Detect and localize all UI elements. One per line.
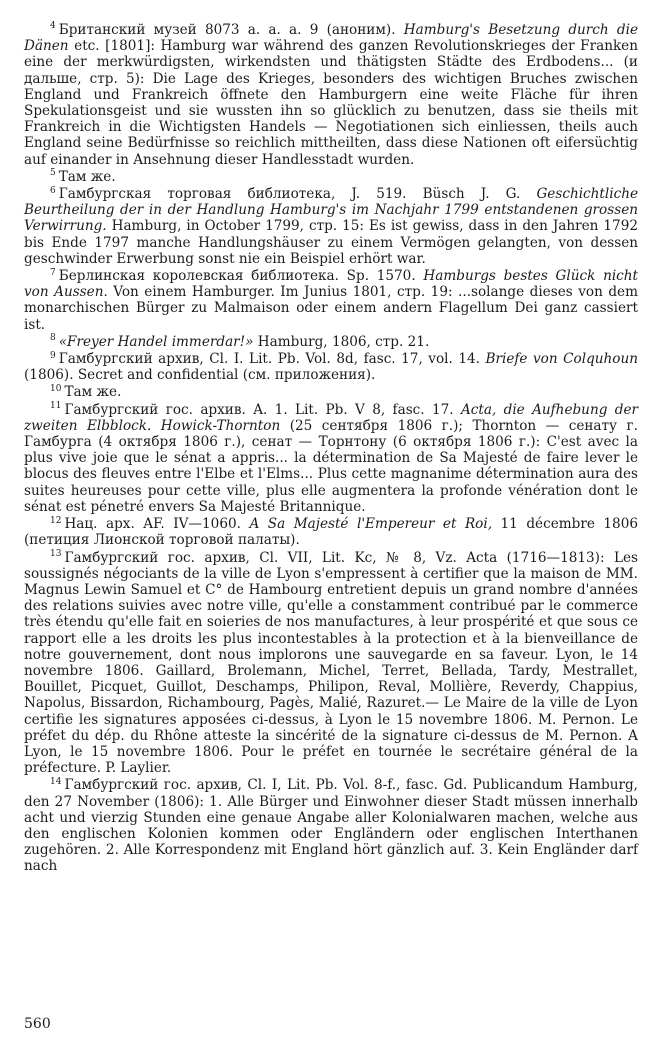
footnote-text: 11 décembre 1806 (петиция Лионской торговой палаты). xyxy=(24,516,638,549)
footnote-text: (1806). Secret and confidential (см. приложения). xyxy=(24,367,376,384)
footnote-6 xyxy=(24,186,638,267)
footnote-text: Нац. арх. AF. IV—1060. xyxy=(64,516,250,533)
footnote-text: Британский музей 8073 а. а. а. 9 (аноним). xyxy=(58,22,404,38)
footnote-number: 4 xyxy=(50,21,56,32)
footnote-number: 9 xyxy=(50,350,56,361)
footnote-text: Берлинская королевская библиотека. Sp. 1570. xyxy=(58,268,424,285)
footnote-5 xyxy=(24,169,638,185)
footnote-12 xyxy=(24,516,638,548)
footnote-9 xyxy=(24,351,638,383)
footnote-text: (25 сентября 1806 г.); Thornton — сенату г. Гамбурга (4 октября 1806 г.), сенат — Торнтону (6 октября 1806 г.): C'est avec la plus vive joie que le sénat a appris... la détermination de Sa Majesté de faire lever le blocus des fleuves entre l'Elbe et l'Elms... Plus cette magnanime détermination aura des suites heureuses pour cette ville, plus elle augmentera la profonde vénération dont le sénat est pénetré envers Sa Majesté Britannique. xyxy=(24,417,638,515)
footnote-text: Гамбургский гос. архив. A. 1. Lit. Pb. V 8, fasc. 17. xyxy=(64,401,461,418)
footnote-title-italic: Geschichtliche Beurtheilung der in der Handlung Hamburg's im Nachjahr 1799 entstandenen grossen Verwirrung. xyxy=(24,186,638,235)
footnote-text: Hamburg, in October 1799, стр. 15: Es ist gewiss, dass in den Jahren 1792 bis Ende 1797 manche Handlungshäuser zu einem Vermögen gelangten, von dessen geschwinder Erwerbung sonst nie ein Beispiel erhört war. xyxy=(24,218,638,267)
footnote-text: Там же. xyxy=(58,168,116,185)
footnote-8 xyxy=(24,334,638,350)
footnote-7 xyxy=(24,268,638,333)
footnote-title-italic: Acta, die Aufhebung der zweiten Elbblock. Howick-Thornton xyxy=(24,401,639,434)
footnote-title-italic: A Sa Majesté l'Empereur et Roi, xyxy=(249,516,493,533)
footnote-number: 13 xyxy=(50,548,62,559)
footnote-text: Гамбургская торговая библиотека, J. 519. Büsch J. G. xyxy=(58,186,537,203)
page-number: 560 xyxy=(24,1016,51,1032)
footnote-title-italic: Hamburgs bestes Glück nicht von Aussen. xyxy=(24,268,639,301)
footnote-text: Гамбургский гос. архив, Cl. I, Lit. Pb. Vol. 8-f., fasc. Gd. Publicandum Hamburg, den 27 November (1806): 1. Alle Bürger und Einwohner dieser Stadt müssen innerhalb acht und vierzig Stunden eine genaue Angabe aller Kolonialwaren machen, welche aus den englischen Kolonien kommen oder Engländern oder englischen Interthanen zugehören. 2. Alle Korrespondenz mit England hört gänzlich auf. 3. Kein Engländer darf nach xyxy=(24,777,638,875)
footnote-number: 7 xyxy=(50,267,56,278)
footnote-number: 14 xyxy=(50,776,62,787)
footnote-10 xyxy=(24,384,638,400)
footnote-text: Von einem Hamburger. Im Junius 1801, стр. 19: ...solange dieses von dem monarchischen Bürger zu Malmaison oder einem andern Flagellum Dei ganz cassiert ist. xyxy=(24,284,638,333)
footnote-4 xyxy=(24,22,638,168)
footnote-text: Гамбургский архив, Cl. I. Lit. Pb. Vol. 8d, fasc. 17, vol. 14. xyxy=(58,351,486,368)
footnote-text: etc. [1801]: Hamburg war während des ganzen Revolutionskrieges der Franken eine der merkwürdigsten, wirkendsten und thätigsten Städte des Erdbodens... (и дальше, стр. 5): Die Lage des Krieges, besonders des wichtigen Bruches zwischen England und Frankreich öffnete den Hamburgern eine weite Fläche für ihren Spekulationsgeist und sie wussten ihn so glücklich zu benutzen, dass sie theils mit Frankreich in die Wichtigsten Handels — Negotiationen sich einliessen, theils auch England seine Bedürfnisse so reichlich mittheilten, dass diese Nationen oft eifersüchtig auf einander in Ansehnung dieser Handlesstadt wurden. xyxy=(24,38,638,168)
footnote-title-italic: Briefe von Colquhoun xyxy=(485,351,638,368)
footnote-title-italic: Hamburg's Besetzung durch die Dänen xyxy=(24,22,638,55)
footnote-14 xyxy=(24,777,638,874)
footnote-text: Гамбургский гос. архив, Cl. VII, Lit. Kc, № 8, Vz. Acta (1716—1813): Les soussignés négociants de la ville de Lyon s'empressent à certifier que la maison de MM. Magnus Lewin Samuel et C° de Hambourg entretient depuis un grand nombre d'années des relations suivies avec notre ville, qu'elle a constamment contribué par le commerce très étendu qu'elle fait en soieries de nos manufactures, à leur prospérité et que sous ce rapport elle a les droits les plus incontestables à la protection et à la bienveillance de notre gouvernement, dont nous implorons une sauvegarde en sa faveur. Lyon, le 14 novembre 1806. Gaillard, Brolemann, Michel, Terret, Bellada, Tardy, Mestrallet, Bouillet, Picquet, Guillot, Deschamps, Philipon, Reval, Mollière, Reverdy, Chappius, Napolus, Bissardon, Richambourg, Pagès, Malié, Razuret.— Le Maire de la ville de Lyon certifie les signatures apposées ci-dessus, à Lyon le 15 novembre 1806. M. Pernon. Le préfet du dép. du Rhône atteste la sincérité de la signature ci-dessus de M. Pernon. A Lyon, le 15 novembre 1806. Pour le préfet en tournée le secrétaire général de la préfecture. P. Laylier. xyxy=(24,549,638,777)
footnote-number: 5 xyxy=(50,168,56,179)
footnote-number: 10 xyxy=(50,383,62,394)
footnote-number: 6 xyxy=(50,185,56,196)
footnotes-block xyxy=(24,22,638,876)
footnote-number: 8 xyxy=(50,333,56,344)
footnote-number: 12 xyxy=(50,515,62,526)
footnote-text: Hamburg, 1806, стр. 21. xyxy=(253,333,430,350)
footnote-text: Там же. xyxy=(64,384,122,401)
footnote-13 xyxy=(24,550,638,777)
footnote-11 xyxy=(24,402,638,515)
footnote-title-italic: «Freyer Handel immerdar!» xyxy=(58,333,254,350)
footnote-number: 11 xyxy=(50,401,62,412)
